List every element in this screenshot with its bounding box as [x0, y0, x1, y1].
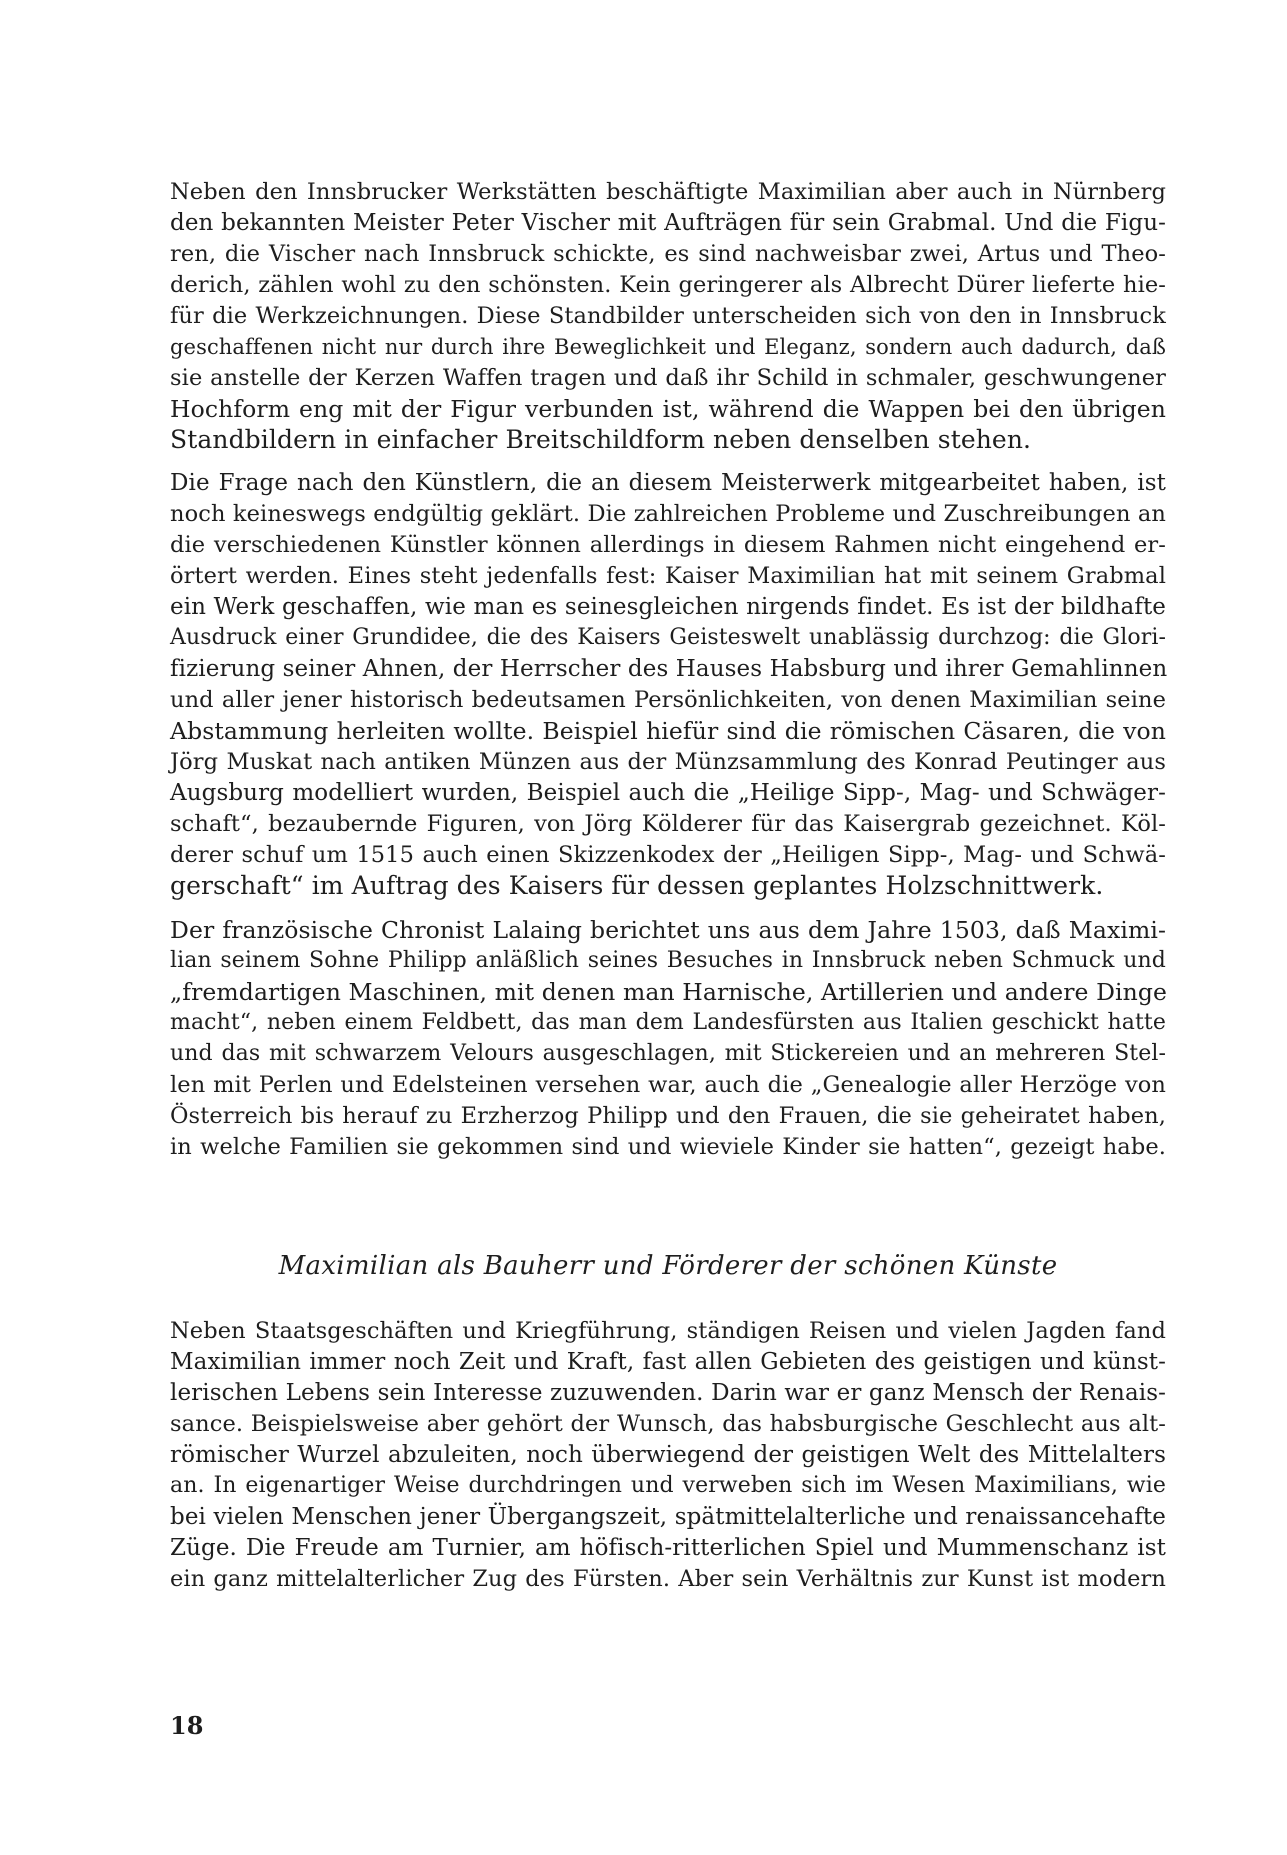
text-line: und aller jener historisch bedeutsamen Persönlichkeiten, von denen Maximilian seine [170, 687, 1166, 713]
text-line: lian seinem Sohne Philipp anläßlich seines Besuches in Innsbruck neben Schmuck und [170, 948, 1166, 973]
text-line: Österreich bis herauf zu Erzherzog Philipp und den Frauen, die sie geheiratet haben, [170, 1103, 1166, 1129]
text-line: sie anstelle der Kerzen Waffen tragen und daß ihr Schild in schmaler, geschwungener [170, 365, 1166, 391]
text-line: örtert werden. Eines steht jedenfalls fest: Kaiser Maximilian hat mit seinem Grabmal [170, 563, 1166, 589]
text-line: und das mit schwarzem Velours ausgeschlagen, mit Stickereien und an mehreren Stel- [170, 1041, 1166, 1066]
text-line: für die Werkzeichnungen. Diese Standbilder unterscheiden sich von den in Innsbruck [170, 303, 1166, 329]
section-heading: Maximilian als Bauherr und Förderer der schönen Künste [278, 1251, 1058, 1281]
text-line: römischer Wurzel abzuleiten, noch überwiegend der geistigen Welt des Mittelalters [170, 1442, 1166, 1468]
text-line: macht“, neben einem Feldbett, das man dem Landesfürsten aus Italien geschickt hatte [170, 1010, 1166, 1035]
text-line: len mit Perlen und Edelsteinen versehen war, auch die „Genealogie aller Herzöge von [170, 1072, 1166, 1098]
text-line: bei vielen Menschen jener Übergangszeit, spätmittelalterliche und renaissancehafte [170, 1504, 1166, 1530]
text-line: Ausdruck einer Grundidee, die des Kaisers Geisteswelt unablässig durchzog: die Glori- [170, 625, 1166, 650]
text-line: Der französische Chronist Lalaing berichtet uns aus dem Jahre 1503, daß Maximi- [170, 916, 1166, 944]
text-line: ren, die Vischer nach Innsbruck schickte, es sind nachweisbar zwei, Artus und Theo- [170, 241, 1166, 267]
text-line: den bekannten Meister Peter Vischer mit Aufträgen für sein Grabmal. Und die Figu- [170, 210, 1166, 236]
text-line: Abstammung herleiten wollte. Beispiel hiefür sind die römischen Cäsaren, die von [170, 717, 1166, 745]
text-line: die verschiedenen Künstler können allerdings in diesem Rahmen nicht eingehend er- [170, 532, 1166, 558]
text-line: an. In eigenartiger Weise durchdringen und verweben sich im Wesen Maximilians, wie [170, 1473, 1166, 1498]
text-line: derich, zählen wohl zu den schönsten. Kein geringerer als Albrecht Dürer lieferte hie- [170, 272, 1166, 298]
page-number: 18 [170, 1711, 204, 1740]
text-line: „fremdartigen Maschinen, mit denen man Harnische, Artillerien und andere Dinge [170, 978, 1168, 1006]
text-line: Die Frage nach den Künstlern, die an diesem Meisterwerk mitgearbeitet haben, ist [170, 470, 1166, 496]
text-line: Hochform eng mit der Figur verbunden ist, während die Wappen bei den übrigen [170, 395, 1166, 423]
text-line: schaft“, bezaubernde Figuren, von Jörg Kölderer für das Kaisergrab gezeichnet. Köl- [170, 811, 1166, 837]
text-line: Neben Staatsgeschäften und Kriegführung, ständigen Reisen und vielen Jagden fand [170, 1318, 1166, 1344]
text-line: Neben den Innsbrucker Werkstätten beschäftigte Maximilian aber auch in Nürnberg [170, 179, 1166, 205]
text-line: fizierung seiner Ahnen, der Herrscher des Hauses Habsburg und ihrer Gemahlinnen [170, 656, 1168, 682]
text-line: geschaffenen nicht nur durch ihre Beweglichkeit und Eleganz, sondern auch dadurch, daß [170, 335, 1166, 359]
text-line: in welche Familien sie gekommen sind und wieviele Kinder sie hatten“, gezeigt habe. [170, 1134, 1166, 1160]
text-line: lerischen Lebens sein Interesse zuzuwenden. Darin war er ganz Mensch der Renais- [170, 1380, 1166, 1406]
text-line: gerschaft“ im Auftrag des Kaisers für dessen geplantes Holzschnittwerk. [170, 871, 1104, 900]
text-line: Maximilian immer noch Zeit und Kraft, fast allen Gebieten des geistigen und künst- [170, 1349, 1166, 1375]
text-line: noch keineswegs endgültig geklärt. Die zahlreichen Probleme und Zuschreibungen an [170, 501, 1166, 527]
text-line: derer schuf um 1515 auch einen Skizzenkodex der „Heiligen Sipp-, Mag- und Schwä- [170, 842, 1166, 868]
text-line: sance. Beispielsweise aber gehört der Wunsch, das habsburgische Geschlecht aus alt- [170, 1411, 1166, 1437]
text-line: Jörg Muskat nach antiken Münzen aus der Münzsammlung des Konrad Peutinger aus [170, 749, 1166, 775]
text-line: Züge. Die Freude am Turnier, am höfisch-ritterlichen Spiel und Mummenschanz ist [170, 1535, 1166, 1561]
text-line: Standbildern in einfacher Breitschildform neben denselben stehen. [170, 425, 1032, 454]
text-line: ein ganz mittelalterlicher Zug des Fürsten. Aber sein Verhältnis zur Kunst ist modern [170, 1566, 1166, 1592]
text-line: Augsburg modelliert wurden, Beispiel auch die „Heilige Sipp-, Mag- und Schwäger- [170, 780, 1166, 806]
text-line: ein Werk geschaffen, wie man es seinesgleichen nirgends findet. Es ist der bildhafte [170, 594, 1166, 620]
